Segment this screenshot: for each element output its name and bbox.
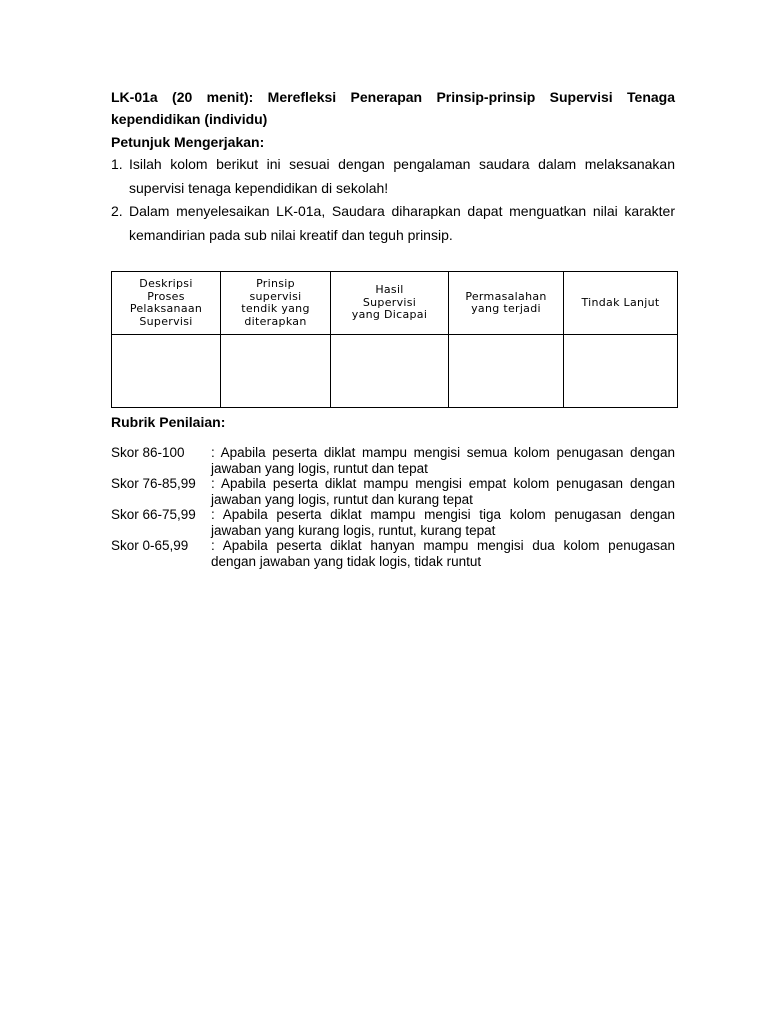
table-cell-deskripsi[interactable] (112, 335, 221, 408)
table-header-row (112, 272, 678, 335)
instruction-number: 1. (111, 156, 123, 172)
instruction-number: 2. (111, 203, 123, 219)
rubric-heading: Rubrik Penilaian: (111, 414, 226, 430)
table-cell-hasil[interactable] (331, 335, 449, 408)
table-cell-tindak-lanjut[interactable] (564, 335, 678, 408)
instructions-list (111, 153, 675, 247)
table-row (112, 335, 678, 408)
instruction-item (111, 200, 675, 247)
column-header-deskripsi: Deskripsi Proses Pelaksanaan Supervisi (112, 272, 221, 335)
rubric-description: : Apabila peserta diklat mampu mengisi semua kolom penugasan dengan jawaban yang logis, runtut dan tepat (211, 445, 675, 476)
table-cell-permasalahan[interactable] (449, 335, 564, 408)
instruction-text: Dalam menyelesaikan LK-01a, Saudara diharapkan dapat menguatkan nilai karakter kemandirian pada sub nilai kreatif dan teguh prinsip. (129, 203, 675, 243)
instruction-text: Isilah kolom berikut ini sesuai dengan pengalaman saudara dalam melaksanakan supervisi tenaga kependidikan di sekolah! (129, 156, 675, 196)
page-title: LK-01a (20 menit): Merefleksi Penerapan Prinsip-prinsip Supervisi Tenaga kependidikan (individu) (111, 89, 675, 127)
rubric-description: : Apabila peserta diklat hanyan mampu mengisi dua kolom penugasan dengan jawaban yang tidak logis, tidak runtut (211, 538, 675, 569)
rubric-row (111, 445, 675, 476)
worksheet-table (111, 271, 678, 408)
column-header-tindak-lanjut: Tindak Lanjut (564, 272, 678, 335)
rubric-score: Skor 86-100 (111, 445, 185, 460)
rubric-description: : Apabila peserta diklat mampu mengisi tiga kolom penugasan dengan jawaban yang kurang logis, runtut, kurang tepat (211, 507, 675, 538)
rubric-row (111, 507, 675, 538)
column-header-hasil: Hasil Supervisi yang Dicapai (331, 272, 449, 335)
rubric-row (111, 538, 675, 569)
rubric-score: Skor 66-75,99 (111, 507, 196, 522)
rubric-description: : Apabila peserta diklat mampu mengisi empat kolom penugasan dengan jawaban yang logis, runtut dan kurang tepat (211, 476, 675, 507)
rubric-score: Skor 0-65,99 (111, 538, 189, 553)
instructions-heading: Petunjuk Mengerjakan: (111, 134, 265, 150)
instruction-item (111, 153, 675, 200)
column-header-prinsip: Prinsip supervisi tendik yang diterapkan (221, 272, 331, 335)
column-header-permasalahan: Permasalahan yang terjadi (449, 272, 564, 335)
table-cell-prinsip[interactable] (221, 335, 331, 408)
rubric-score: Skor 76-85,99 (111, 476, 196, 491)
rubric-list (111, 445, 675, 569)
rubric-row (111, 476, 675, 507)
